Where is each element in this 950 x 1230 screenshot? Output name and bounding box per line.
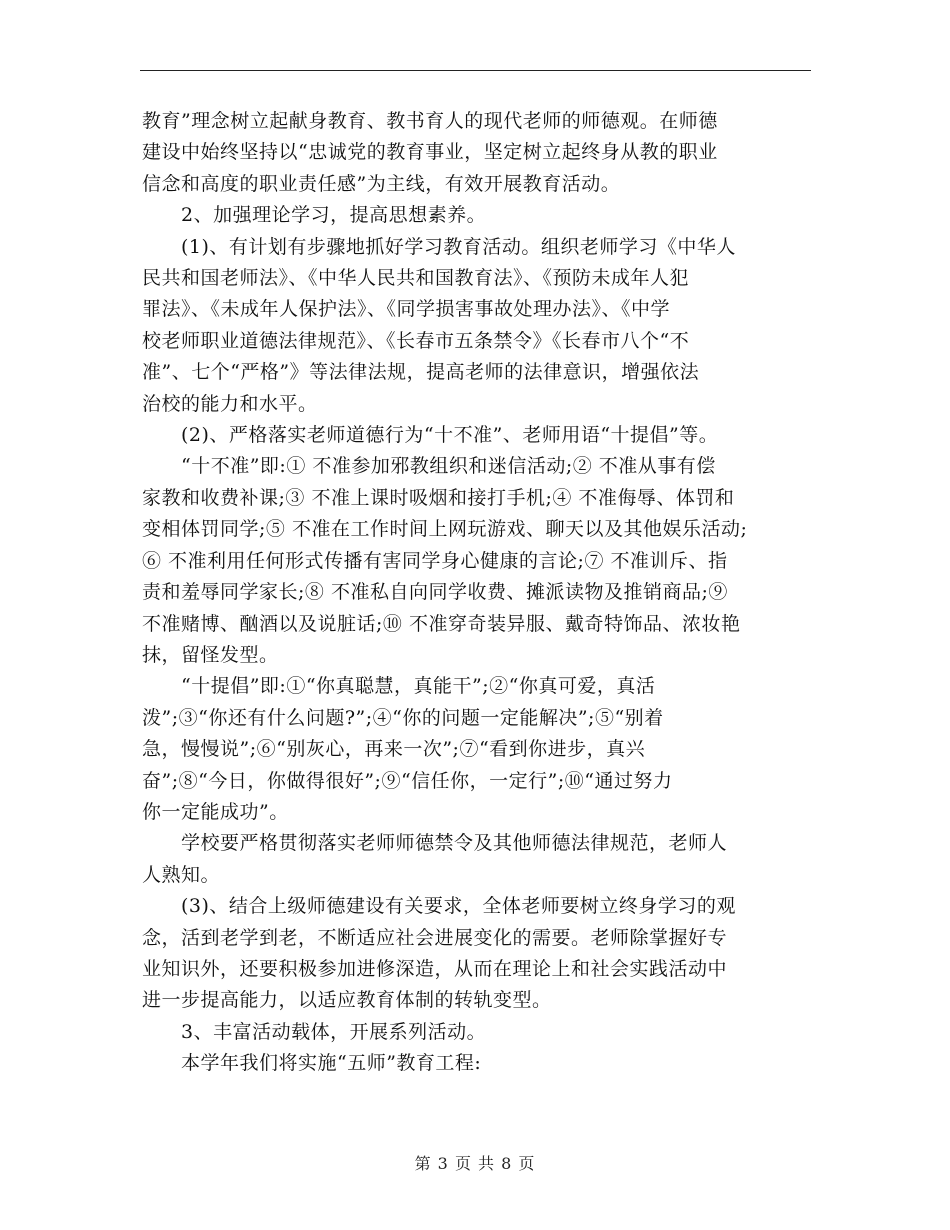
text-line: 泼”;③“你还有什么问题?”;④“你的问题一定能解决”;⑤“别着 bbox=[142, 706, 664, 729]
text-line: 建设中始终坚持以“忠诚党的教育事业，坚定树立起终身从教的职业 bbox=[142, 141, 718, 164]
paragraph bbox=[142, 828, 816, 891]
document-body bbox=[142, 106, 816, 1080]
paragraph bbox=[142, 1017, 816, 1048]
paragraph bbox=[142, 671, 816, 828]
text-line: (1)、有计划有步骤地抓好学习教育活动。组织老师学习《中华人 bbox=[142, 235, 736, 258]
text-line: (3)、结合上级师德建设有关要求，全体老师要树立终身学习的观 bbox=[142, 895, 736, 918]
text-line: 抹，留怪发型。 bbox=[142, 643, 279, 666]
text-line: 准”、七个“严格”》等法律法规，提高老师的法律意识，增强依法 bbox=[142, 361, 700, 384]
text-line: 变相体罚同学;⑤ 不准在工作时间上网玩游戏、聊天以及其他娱乐活动; bbox=[142, 518, 748, 541]
text-line: 信念和高度的职业责任感”为主线，有效开展教育活动。 bbox=[142, 172, 621, 195]
text-line: ⑥ 不准利用任何形式传播有害同学身心健康的言论;⑦ 不准训斥、指 bbox=[142, 549, 728, 572]
paragraph bbox=[142, 232, 816, 420]
paragraph bbox=[142, 1048, 816, 1079]
text-line: 3、丰富活动载体，开展系列活动。 bbox=[142, 1020, 487, 1043]
paragraph bbox=[142, 200, 816, 231]
text-line: 念，活到老学到老，不断适应社会进展变化的需要。老师除掌握好专 bbox=[142, 926, 728, 949]
text-line: 家教和收费补课;③ 不准上课时吸烟和接打手机;④ 不准侮辱、体罚和 bbox=[142, 486, 735, 509]
text-line: 急，慢慢说”;⑥“别灰心，再来一次”;⑦“看到你进步，真兴 bbox=[142, 738, 646, 761]
text-line: “十提倡”即:①“你真聪慧，真能干”;②“你真可爱，真活 bbox=[142, 675, 656, 698]
footer-suffix: 页 bbox=[518, 1154, 536, 1173]
text-line: 治校的能力和水平。 bbox=[142, 392, 318, 415]
footer-total-pages: 8 bbox=[501, 1154, 513, 1173]
text-line: 奋”;⑧“今日，你做得很好”;⑨“信任你，一定行”;⑩“通过努力 bbox=[142, 769, 673, 792]
paragraph bbox=[142, 106, 816, 200]
text-line: 罪法》、《未成年人保护法》、《同学损害事故处理办法》、《中学 bbox=[142, 298, 671, 321]
text-line: 你一定能成功”。 bbox=[142, 800, 289, 823]
text-line: 校老师职业道德法律规范》、《长春市五条禁令》《长春市八个“不 bbox=[142, 329, 690, 352]
text-line: 进一步提高能力，以适应教育体制的转轨变型。 bbox=[142, 989, 552, 1012]
paragraph bbox=[142, 891, 816, 1017]
text-line: (2)、严格落实老师道德行为“十不准”、老师用语“十提倡”等。 bbox=[142, 424, 719, 447]
text-line: 不准赌博、酗酒以及说脏话;⑩ 不准穿奇装异服、戴奇特饰品、浓妆艳 bbox=[142, 612, 741, 635]
footer-prefix: 第 bbox=[414, 1154, 432, 1173]
text-line: 2、加强理论学习，提高思想素养。 bbox=[142, 204, 487, 227]
text-line: 本学年我们将实施“五师”教育工程: bbox=[142, 1052, 482, 1075]
header-rule bbox=[140, 70, 811, 71]
text-line: “十不准”即:① 不准参加邪教组织和迷信活动;② 不准从事有偿 bbox=[142, 455, 716, 478]
text-line: 人熟知。 bbox=[142, 863, 221, 886]
text-line: 民共和国老师法》、《中华人民共和国教育法》、《预防未成年人犯 bbox=[142, 267, 690, 290]
text-line: 教育”理念树立起献身教育、教书育人的现代老师的师德观。在师德 bbox=[142, 110, 718, 132]
footer-middle: 页 共 bbox=[454, 1154, 496, 1173]
paragraph bbox=[142, 420, 816, 671]
footer-current-page: 3 bbox=[437, 1154, 449, 1173]
page-footer bbox=[0, 1151, 950, 1174]
text-line: 业知识外，还要积极参加进修深造，从而在理论上和社会实践活动中 bbox=[142, 957, 728, 980]
text-line: 学校要严格贯彻落实老师师德禁令及其他师德法律规范，老师人 bbox=[142, 832, 728, 855]
text-line: 责和羞辱同学家长;⑧ 不准私自向同学收费、摊派读物及推销商品;⑨ bbox=[142, 581, 728, 604]
